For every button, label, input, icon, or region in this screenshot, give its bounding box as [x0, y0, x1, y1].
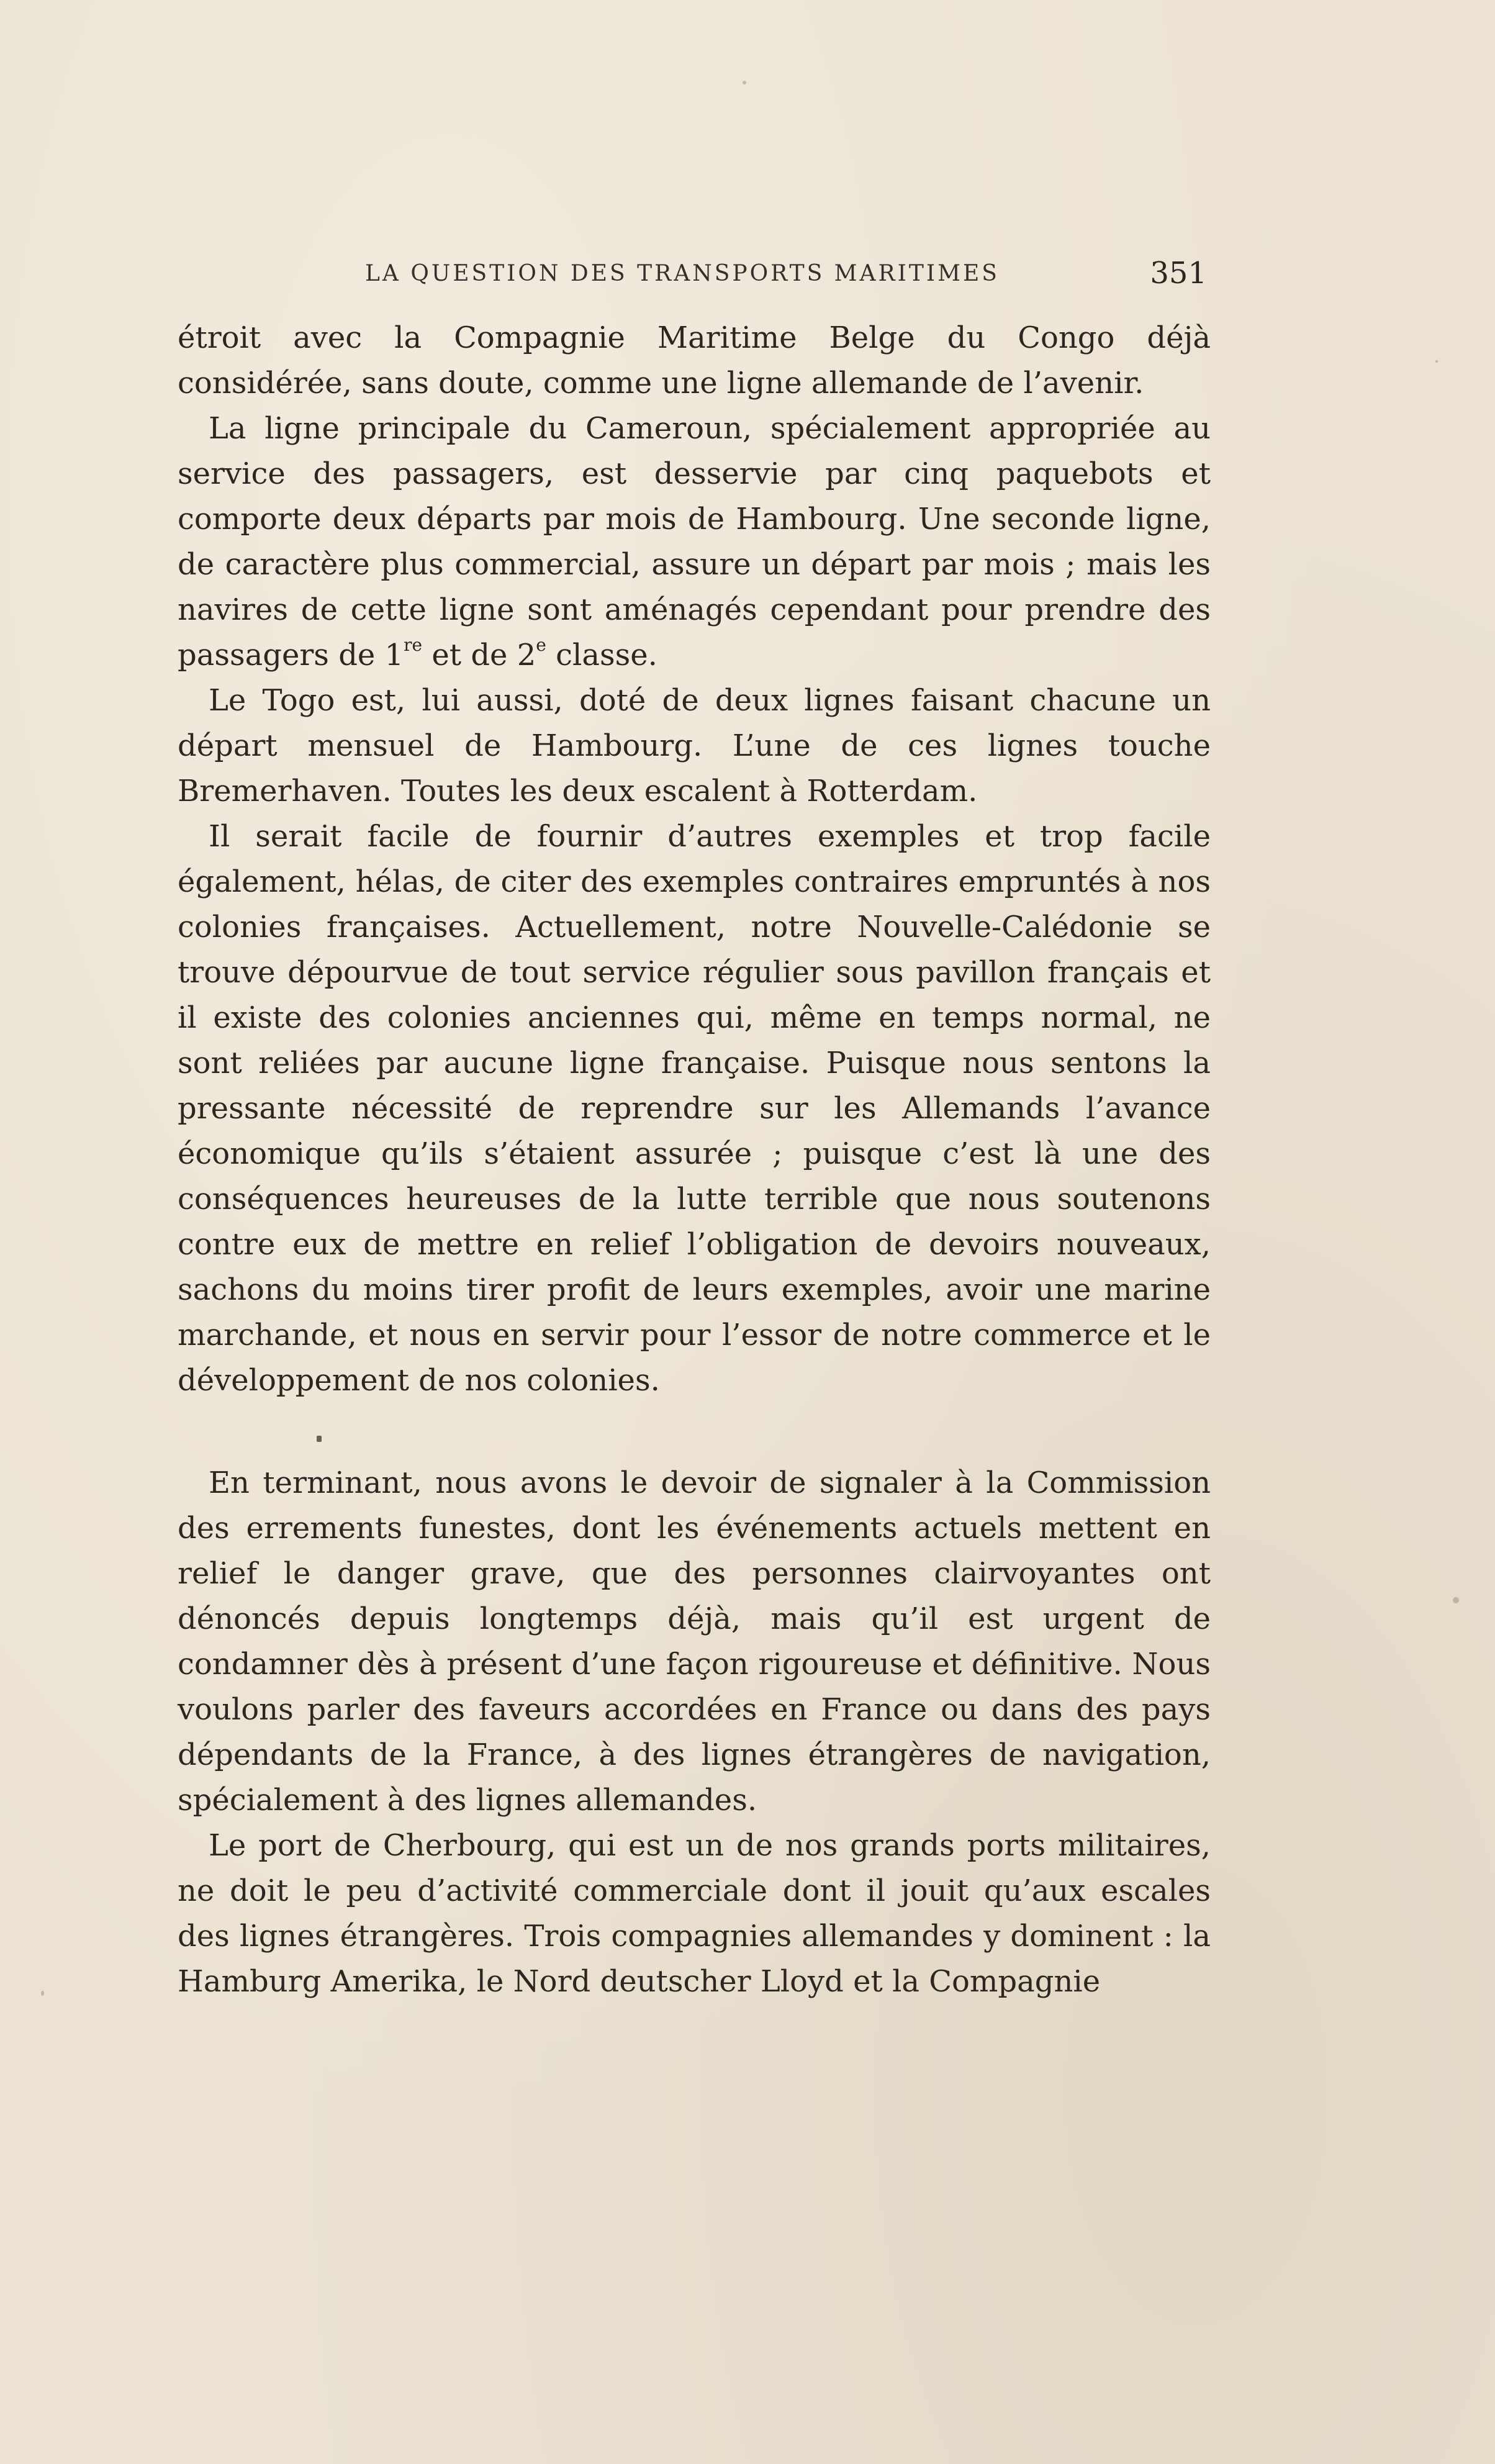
ordinal-superscript: re: [404, 635, 423, 655]
paragraph: [178, 315, 1211, 406]
paper-speck: [743, 81, 746, 84]
section-break: [178, 1403, 1211, 1461]
paragraph-text: Le port de Cherbourg, qui est un de nos grands ports militaires, ne doit le peu d’activité commerciale dont il jouit qu’aux escales des lignes étrangères. Trois compagnies allemandes y dominent : la Hamburg Amerika, le Nord deutscher Lloyd et la Compagnie: [178, 1828, 1211, 1999]
paragraph-text: étroit avec la Compagnie Maritime Belge du Congo déjà considérée, sans doute, comme une ligne allemande de l’avenir.: [178, 320, 1211, 401]
class-number: 1: [384, 638, 404, 673]
paragraph: [178, 1823, 1211, 2004]
paragraph: [178, 678, 1211, 814]
paragraph-text: Le Togo est, lui aussi, doté de deux lignes faisant chacune un départ mensuel de Hambourg. L’une de ces lignes touche Bremerhaven. Toutes les deux escalent à Rotterdam.: [178, 683, 1211, 808]
section-mark: [317, 1436, 322, 1442]
paper-speck: [1435, 360, 1438, 363]
paper-speck: [1453, 1597, 1459, 1603]
running-title: LA QUESTION DES TRANSPORTS MARITIMES: [365, 261, 1000, 286]
paragraph-text: Il serait facile de fournir d’autres exemples et trop facile également, hélas, de citer des exemples contraires empruntés à nos colonies françaises. Actuellement, notre Nouvelle-Calédonie se trouve dépourvue de tout service régulier sous pavillon français et il existe des colonies anciennes qui, même en temps normal, ne sont reliées par aucune ligne française. Puisque nous sentons la pressante nécessité de reprendre sur les Allemands l’avance économique qu’ils s’étaient assurée ; puisque c’est là une des conséquences heureuses de la lutte terrible que nous soutenons contre eux de mettre en relief l’obligation de devoirs nouveaux, sachons du moins tirer profit de leurs exemples, avoir une marine marchande, et nous en servir pour l’essor de notre commerce et le développement de nos colonies.: [178, 819, 1211, 1398]
body-text: [178, 315, 1211, 2004]
paragraph-text: La ligne principale du Cameroun, spécialement appropriée au service des passagers, est desservie par cinq paquebots et comporte deux départs par mois de Hambourg. Une seconde ligne, de caractère plus commercial, assure un départ par mois ; mais les navires de cette ligne sont aménagés cependant pour prendre des passagers de: [178, 411, 1211, 673]
class-number: 2: [517, 638, 536, 673]
paragraph-text: et de: [422, 638, 517, 673]
running-header: [365, 256, 1207, 293]
paper-speck: [41, 1991, 44, 1996]
paragraph-text: En terminant, nous avons le devoir de signaler à la Commission des errements funestes, dont les événements actuels mettent en relief le danger grave, que des personnes clairvoyantes ont dénoncés depuis longtemps déjà, mais qu’il est urgent de condamner dès à présent d’une façon rigoureuse et définitive. Nous voulons parler des faveurs accordées en France ou dans des pays dépendants de la France, à des lignes étrangères de navigation, spécialement à des lignes allemandes.: [178, 1465, 1211, 1818]
paragraph-text: classe.: [546, 638, 657, 673]
page-number: 351: [1150, 256, 1207, 291]
paragraph: [178, 406, 1211, 678]
ordinal-superscript: e: [536, 635, 546, 655]
paragraph: [178, 814, 1211, 1403]
paragraph: [178, 1461, 1211, 1823]
